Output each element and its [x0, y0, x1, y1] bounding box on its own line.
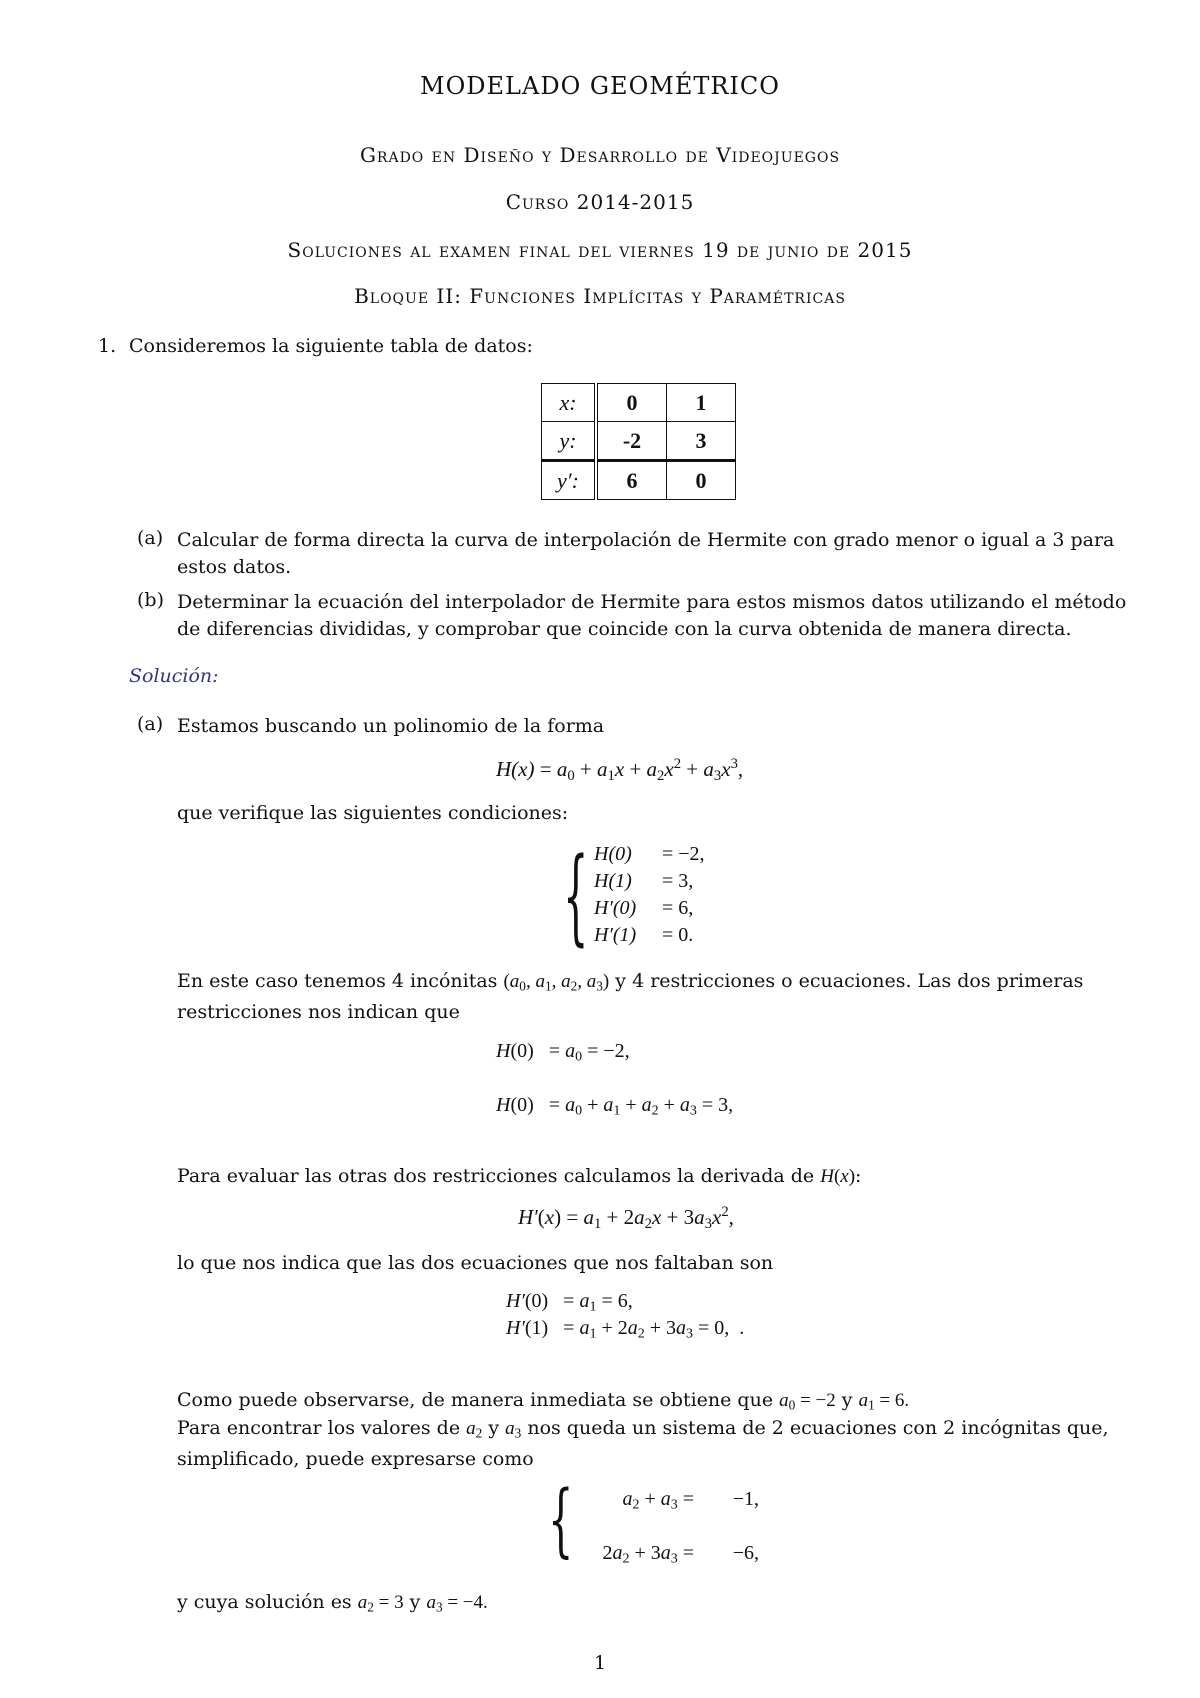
- inline-math: $a_3 = -4$.: [426, 1592, 488, 1615]
- problem-number: 1.: [98, 335, 117, 357]
- text-fragment: y 4 restricciones o ecuaciones. Las dos primeras restricciones nos indican que: [177, 970, 1084, 1024]
- text-fragment: y: [841, 1389, 853, 1411]
- inline-math: H(x): [820, 1166, 856, 1187]
- condition-rhs: = 0.: [662, 924, 694, 946]
- inline-math: $a_3$: [505, 1418, 522, 1441]
- conditions-system: [594, 841, 705, 949]
- hermite-polynomial: $H(x) = a_0 + a_1x + a_2x^2 + a_3x^3$,: [496, 756, 744, 784]
- solution-text: lo que nos indica que las dos ecuaciones que nos faltaban son: [177, 1252, 774, 1274]
- document-title: MODELADO GEOMÉTRICO: [420, 72, 780, 100]
- condition-lhs: H(1): [594, 870, 632, 892]
- solution-heading: Solución:: [129, 665, 219, 687]
- unknowns-tuple: ($a_0$, $a_1$, $a_2$, $a_3$): [503, 971, 610, 994]
- equation-h0-second: H(0) = $a_0 + a_1 + a_2 + a_3 = 3$,: [496, 1094, 734, 1119]
- solution-text: Para evaluar las otras dos restricciones calculamos la derivada de H(x):: [177, 1165, 862, 1187]
- table-row-label: y:: [542, 422, 597, 461]
- system-equation-1: $a_2 + a_3 = -1$,: [622, 1488, 759, 1513]
- inline-math: $a_0 = -2$: [779, 1390, 836, 1413]
- block-heading: Bloque II: Funciones Implícitas y Paramétricas: [354, 284, 846, 308]
- part-text: Calcular de forma directa la curva de interpolación de Hermite con grado menor o igual a 3 para estos datos.: [177, 529, 1115, 578]
- condition-row: [594, 922, 705, 949]
- exam-heading: Soluciones al examen final del viernes 19 de junio de 2015: [287, 238, 913, 262]
- solution-text: [177, 968, 1132, 1026]
- condition-row: [594, 895, 705, 922]
- system-equation-2: $2a_2 + 3a_3 = -6$,: [602, 1542, 759, 1567]
- table-row-label: x:: [542, 384, 597, 422]
- course-heading: Curso 2014-2015: [505, 190, 695, 214]
- part-label: (a): [137, 527, 164, 549]
- text-fragment: En este caso tenemos 4 incónitas: [177, 970, 498, 992]
- equation-hp1: H′(1) = $a_1 + 2a_2 + 3a_3 = 0$, .: [506, 1317, 745, 1342]
- equation-h0-first: H(0) = $a_0 = -2$,: [496, 1040, 630, 1065]
- part-label: (b): [137, 589, 164, 611]
- table-row: [542, 384, 736, 422]
- derivative-equation: $H'(x) = a_1 + 2a_2x + 3a_3x^2$,: [518, 1204, 734, 1232]
- condition-row: [594, 841, 705, 868]
- table-cell: 6: [596, 461, 667, 500]
- solution-part-label: (a): [137, 713, 164, 735]
- table-cell: -2: [596, 422, 667, 461]
- inline-math: $a_2 = 3$: [357, 1592, 404, 1615]
- solution-text: [177, 1415, 1132, 1473]
- condition-lhs: H′(0): [594, 897, 637, 919]
- table-row: [542, 461, 736, 500]
- degree-heading: Grado en Diseño y Desarrollo de Videojuegos: [359, 143, 841, 167]
- condition-row: [594, 868, 705, 895]
- solution-text: [177, 1589, 1132, 1620]
- condition-rhs: = 3,: [662, 870, 694, 892]
- table-cell: 3: [667, 422, 736, 461]
- part-text: Determinar la ecuación del interpolador de Hermite para estos mismos datos utilizando el método de diferencias divididas, y comprobar que coincide con la curva obtenida de manera directa.: [177, 591, 1127, 640]
- solution-text: [177, 1387, 1132, 1418]
- table-cell: 0: [596, 384, 667, 422]
- text-fragment: Para encontrar los valores de: [177, 1417, 461, 1439]
- table-row-label: y′:: [542, 461, 597, 500]
- inline-math: $a_2$: [466, 1418, 483, 1441]
- text-fragment: Como puede observarse, de manera inmediata se obtiene que: [177, 1389, 774, 1411]
- text-fragment: y cuya solución es: [177, 1591, 352, 1613]
- table-cell: 0: [667, 461, 736, 500]
- condition-lhs: H′(1): [594, 924, 637, 946]
- inline-math: $a_1 = 6$.: [858, 1390, 910, 1413]
- text-fragment: Para evaluar las otras dos restricciones calculamos la derivada de: [177, 1165, 815, 1187]
- condition-lhs: H(0): [594, 843, 632, 865]
- left-brace: {: [563, 838, 589, 958]
- table-cell: 1: [667, 384, 736, 422]
- table-row: [542, 422, 736, 461]
- text-fragment: y: [488, 1417, 500, 1439]
- system-rhs: −1,: [732, 1488, 759, 1510]
- left-brace: {: [548, 1475, 574, 1567]
- solution-text: Estamos buscando un polinomio de la forma: [177, 715, 605, 737]
- text-fragment: y: [409, 1591, 421, 1613]
- condition-rhs: = −2,: [662, 843, 705, 865]
- page-number: 1: [593, 1652, 607, 1674]
- condition-rhs: = 6,: [662, 897, 694, 919]
- problem-intro: Consideremos la siguiente tabla de datos:: [129, 335, 533, 357]
- data-table: [541, 383, 736, 500]
- system-rhs: −6,: [732, 1542, 759, 1564]
- equation-hp0: H′(0) = $a_1 = 6$,: [506, 1290, 633, 1315]
- text-fragment: nos queda un sistema de 2 ecuaciones con 2 incógnitas que, simplificado, puede expresarse como: [177, 1417, 1109, 1471]
- solution-text: que verifique las siguientes condiciones:: [177, 802, 569, 824]
